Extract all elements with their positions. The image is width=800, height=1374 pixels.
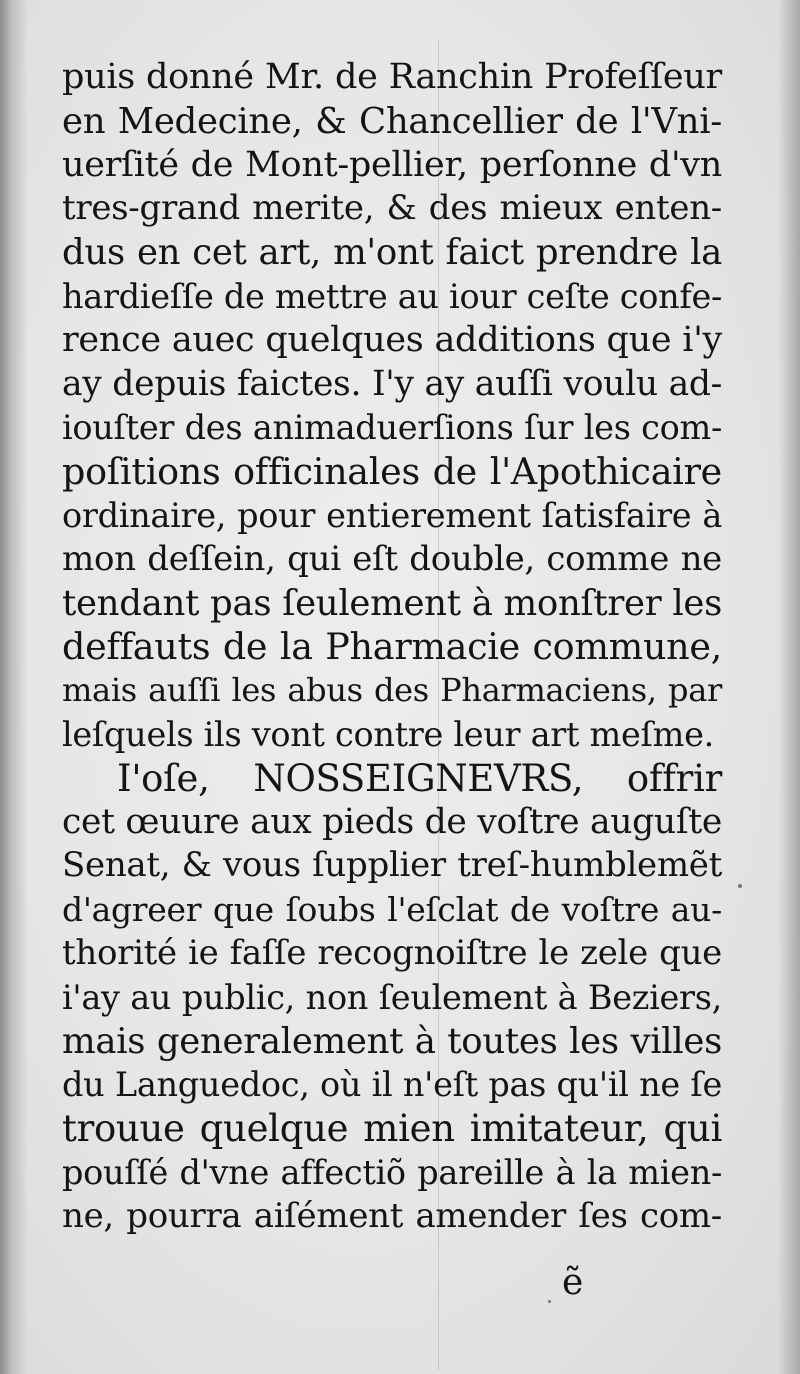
text-line: dus en cet art, m'ont faict prendre la [62, 232, 722, 274]
text-line: cet œuure aux pieds de voſtre auguſte [62, 801, 722, 842]
text-line: mais auſſi les abus des Pharmaciens, par [62, 671, 722, 710]
text-line: deffauts de la Pharmacie commune, [62, 625, 722, 669]
text-line: puis donné Mr. de Ranchin Profeſſeur [62, 57, 722, 97]
text-line: I'oſe, NOSSEIGNEVRS, offrir [117, 756, 722, 800]
paper-speck [738, 884, 742, 888]
body-text [62, 56, 722, 1239]
text-line: leſquels ils vont contre leur art meſme. [62, 714, 714, 754]
text-line: ay depuis faictes. I'y ay auſſi voulu ad- [62, 363, 722, 404]
text-line: ordinaire, pour entierement ſatisfaire à [62, 495, 722, 535]
page-edge-shadow-right [778, 0, 800, 1374]
text-line: uerſité de Mont-pellier, perſonne d'vn [62, 144, 722, 185]
text-line: trouue quelque mien imitateur, qui [62, 1107, 722, 1151]
text-line: hardieſſe de mettre au iour ceſte confe- [62, 276, 723, 316]
text-line: poſitions officinales de l'Apothicaire [62, 450, 722, 494]
text-line: tres-grand merite, & des mieux enten- [62, 188, 722, 229]
text-line: en Medecine, & Chancellier de l'Vni- [62, 100, 722, 142]
text-line: rence auec quelques additions que i'y [62, 319, 722, 360]
text-line: iouſter des animaduerſions ſur les com- [62, 408, 722, 448]
text-line: thorité ie faſſe recognoiſtre le zele que [62, 932, 722, 973]
text-line: mon deſſein, qui eſt double, comme ne [62, 538, 722, 579]
text-line: du Languedoc, où il n'eſt pas qu'il ne ſe [62, 1065, 722, 1105]
text-line: pouſſé d'vne affectiõ pareille à la mien- [62, 1152, 722, 1192]
text-line: i'ay au public, non ſeulement à Beziers, [62, 977, 722, 1017]
text-line: tendant pas ſeulement à monſtrer les [62, 582, 723, 624]
paper-speck [548, 1300, 551, 1303]
text-line: Senat, & vous ſupplier treſ-humblemẽt [62, 845, 722, 886]
text-line: mais generalement à toutes les villes [62, 1020, 722, 1062]
page-edge-shadow-left [0, 0, 28, 1374]
text-line: d'agreer que ſoubs l'eſclat de voſtre au- [62, 890, 722, 930]
text-line: ne, pourra aiſément amender ſes com- [62, 1195, 722, 1236]
catchword: ẽ [562, 1262, 584, 1303]
